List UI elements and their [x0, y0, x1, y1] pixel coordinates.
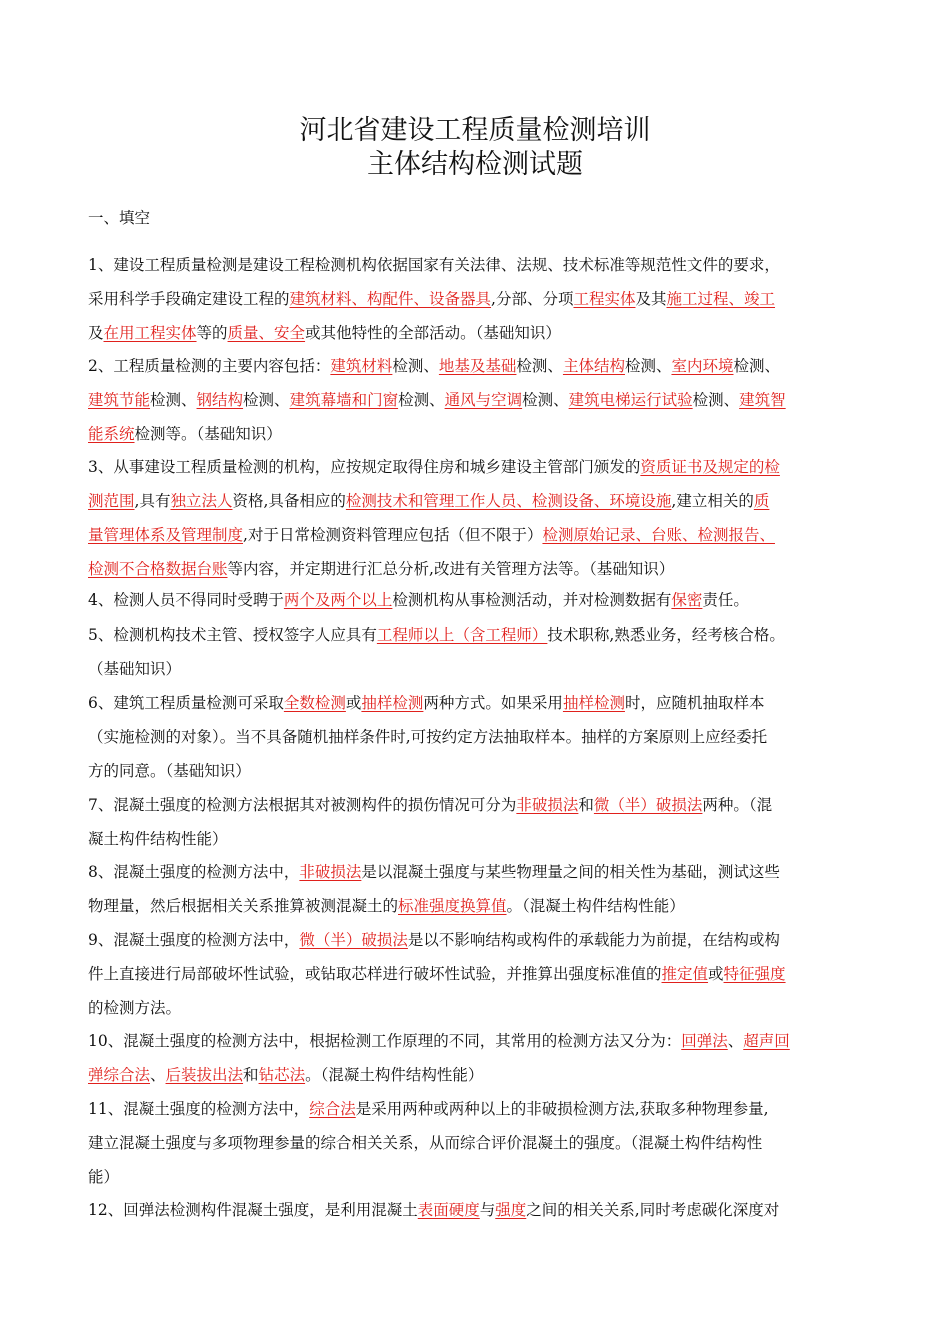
question-line: [88, 923, 866, 957]
question-text: 等内容，并定期进行汇总分析,改进有关管理方法等。（基础知识）: [227, 560, 675, 578]
answer-blank: 钢结构: [196, 391, 244, 409]
answer-blank: 质量、安全: [227, 324, 306, 342]
answer-blank: 施工过程、竣工: [666, 290, 776, 308]
title-line-1: 河北省建设工程质量检测培训: [299, 115, 651, 146]
answer-blank: 微（半）破损法: [593, 796, 703, 814]
question-text: 是以混凝土强度与某些物理量之间的相关性为基础，测试这些: [361, 863, 780, 881]
question-text: 两种。（混: [702, 796, 773, 814]
question-line: [88, 991, 866, 1025]
question-item: [88, 583, 866, 617]
question-text: 7、混凝土强度的检测方法根据其对被测构件的损伤情况可分为: [88, 796, 517, 814]
question-text: 2、工程质量检测的主要内容包括：: [88, 357, 331, 375]
question-text: 采用科学手段确定建设工程的: [88, 290, 290, 308]
question-text: 1、建设工程质量检测是建设工程检测机构依据国家有关法律、法规、技术标准等规范性文件的要求，: [88, 256, 780, 274]
answer-blank: 检测不合格数据台账: [88, 560, 228, 578]
question-line: [88, 417, 866, 451]
question-text: 是以不影响结构或构件的承载能力为前提，在结构或构: [407, 931, 780, 949]
answer-blank: 建筑电梯运行试验: [568, 391, 693, 409]
answer-blank: 量管理体系及管理制度: [88, 526, 244, 544]
question-item: [88, 1024, 866, 1092]
question-item: [88, 855, 866, 923]
answer-blank: 推定值: [661, 965, 709, 983]
answer-blank: 资质证书及规定的检: [640, 458, 780, 476]
question-line: [88, 686, 866, 720]
answer-blank: 地基及基础: [438, 357, 517, 375]
answer-blank: 通风与空调: [444, 391, 523, 409]
answer-blank: 建筑智: [739, 391, 786, 409]
question-text: 件上直接进行局部破坏性试验，或钻取芯样进行破坏性试验，并推算出强度标准值的: [88, 965, 662, 983]
question-text: 检测、: [516, 357, 563, 375]
answer-blank: 回弹法: [681, 1032, 728, 1050]
question-text: 检测、: [392, 357, 439, 375]
answer-blank: 建筑幕墙和门窗: [289, 391, 399, 409]
question-text: 5、检测机构技术主管、授权签字人应具有: [88, 626, 377, 644]
answer-blank: 全数检测: [283, 694, 346, 712]
question-line: [88, 349, 866, 383]
answer-blank: 建筑节能: [88, 391, 151, 409]
question-text: 之间的相关关系,同时考虑碳化深度对: [526, 1201, 780, 1219]
answer-blank: 室内环境: [671, 357, 734, 375]
question-line: [88, 1092, 866, 1126]
document-title: [0, 114, 950, 182]
answer-blank: 弹综合法: [88, 1066, 151, 1084]
question-item: [88, 1092, 866, 1194]
question-text: 检测、: [243, 391, 290, 409]
question-item: [88, 450, 866, 586]
question-line: [88, 552, 866, 586]
answer-blank: 工程师以上（含工程师）: [376, 626, 548, 644]
answer-blank: 非破损法: [299, 863, 362, 881]
question-text: 与: [479, 1201, 496, 1219]
question-text: 6、建筑工程质量检测可采取: [88, 694, 284, 712]
question-text: 8、混凝土强度的检测方法中，: [88, 863, 300, 881]
answer-blank: 主体结构: [562, 357, 625, 375]
question-line: [88, 788, 866, 822]
question-line: [88, 855, 866, 889]
answer-blank: 两个及两个以上: [283, 591, 393, 609]
answer-blank: 保密: [671, 591, 703, 609]
question-line: [88, 957, 866, 991]
answer-blank: 非破损法: [516, 796, 579, 814]
question-text: 及其: [635, 290, 667, 308]
question-line: [88, 1058, 866, 1092]
question-text: 3、从事建设工程质量检测的机构，应按规定取得住房和城乡建设主管部门颁发的: [88, 458, 641, 476]
question-line: [88, 583, 866, 617]
answer-blank: 独立法人: [170, 492, 233, 510]
question-text: 或: [345, 694, 362, 712]
question-text: 等的: [196, 324, 228, 342]
question-line: [88, 1160, 866, 1194]
question-text: 。（混凝土构件结构性能）: [305, 1066, 484, 1084]
question-text: ,具有: [134, 492, 171, 510]
question-text: ,对于日常检测资料管理应包括（但不限于）: [243, 526, 543, 544]
answer-blank: 综合法: [309, 1100, 356, 1118]
question-text: 建立混凝土强度与多项物理参量的综合相关关系，从而综合评价混凝土的强度。（混凝土构件结构性: [88, 1134, 763, 1152]
question-text: 是采用两种或两种以上的非破损检测方法,获取多种物理参量,: [355, 1100, 769, 1118]
question-line: [88, 754, 866, 788]
question-text: 12、回弹法检测构件混凝土强度，是利用混凝土: [88, 1201, 418, 1219]
question-line: [88, 1193, 866, 1227]
question-line: [88, 450, 866, 484]
answer-blank: 表面硬度: [417, 1201, 480, 1219]
question-text: 检测、: [398, 391, 445, 409]
question-line: [88, 889, 866, 923]
question-text: （实施检测的对象）。当不具备随机抽样条件时,可按约定方法抽取样本。抽样的方案原则上应经委托: [88, 728, 768, 746]
question-text: 检测等。（基础知识）: [134, 425, 282, 443]
answer-blank: 建筑材料、构配件、设备器具: [289, 290, 492, 308]
question-line: [88, 652, 866, 686]
answer-blank: 微（半）破损法: [299, 931, 408, 949]
question-item: [88, 248, 866, 350]
answer-blank: 工程实体: [573, 290, 636, 308]
answer-blank: 抽样检测: [361, 694, 424, 712]
question-text: 检测机构从事检测活动，并对检测数据有: [392, 591, 672, 609]
answer-blank: 测范围: [88, 492, 135, 510]
answer-blank: 标准强度换算值: [398, 897, 507, 915]
question-text: 9、混凝土强度的检测方法中，: [88, 931, 300, 949]
answer-blank: 后装拔出法: [165, 1066, 244, 1084]
question-text: 检测、: [522, 391, 569, 409]
question-item: [88, 1193, 866, 1227]
question-line: [88, 822, 866, 856]
question-text: 检测、: [150, 391, 197, 409]
answer-blank: 能系统: [88, 425, 135, 443]
question-text: 、: [727, 1032, 744, 1050]
question-item: [88, 349, 866, 451]
question-text: 凝土构件结构性能）: [88, 830, 228, 848]
question-line: [88, 383, 866, 417]
question-line: [88, 316, 866, 350]
question-text: 10、混凝土强度的检测方法中，根据检测工作原理的不同，其常用的检测方法又分为：: [88, 1032, 682, 1050]
question-text: 技术职称,熟悉业务，经考核合格。: [547, 626, 785, 644]
question-item: [88, 788, 866, 856]
question-text: 两种方式。如果采用: [423, 694, 563, 712]
answer-blank: 特征强度: [723, 965, 786, 983]
question-text: 的检测方法。: [88, 999, 182, 1017]
question-text: 责任。: [702, 591, 749, 609]
question-text: 和: [243, 1066, 259, 1084]
question-text: 或其他特性的全部活动。（基础知识）: [305, 324, 561, 342]
question-item: [88, 686, 866, 788]
answer-blank: 抽样检测: [562, 694, 625, 712]
question-line: [88, 248, 866, 282]
question-line: [88, 720, 866, 754]
answer-blank: 质: [753, 492, 770, 510]
answer-blank: 超声回: [743, 1032, 790, 1050]
answer-blank: 在用工程实体: [103, 324, 197, 342]
question-text: 物理量，然后根据相关关系推算被测混凝土的: [88, 897, 399, 915]
question-item: [88, 618, 866, 686]
question-item: [88, 923, 866, 1025]
question-line: [88, 1024, 866, 1058]
question-text: 或: [708, 965, 724, 983]
section-heading: 一、填空: [88, 209, 151, 227]
question-text: 11、混凝土强度的检测方法中，: [88, 1100, 310, 1118]
question-text: ,建立相关的: [671, 492, 754, 510]
question-text: 方的同意。（基础知识）: [88, 762, 251, 780]
question-line: [88, 484, 866, 518]
question-line: [88, 282, 866, 316]
question-text: （基础知识）: [88, 660, 182, 678]
question-text: 检测、: [692, 391, 740, 409]
answer-blank: 建筑材料: [330, 357, 393, 375]
question-text: 、: [150, 1066, 166, 1084]
answer-blank: 强度: [495, 1201, 527, 1219]
question-text: 及: [88, 324, 104, 342]
answer-blank: 检测技术和管理工作人员、检测设备、环境设施: [345, 492, 672, 510]
question-text: 检测、: [624, 357, 672, 375]
question-line: [88, 1126, 866, 1160]
question-text: 和: [578, 796, 594, 814]
question-line: [88, 618, 866, 652]
question-text: 检测、: [733, 357, 780, 375]
question-text: 4、检测人员不得同时受聘于: [88, 591, 284, 609]
question-text: ,分部、分项: [491, 290, 574, 308]
question-text: 。（混凝土构件结构性能）: [506, 897, 685, 915]
question-text: 能）: [88, 1168, 120, 1186]
question-text: 资格,具备相应的: [232, 492, 346, 510]
title-line-2: 主体结构检测试题: [367, 149, 583, 180]
question-line: [88, 518, 866, 552]
answer-blank: 钻芯法: [258, 1066, 306, 1084]
answer-blank: 检测原始记录、台账、检测报告、: [542, 526, 775, 544]
question-text: 时，应随机抽取样本: [624, 694, 765, 712]
